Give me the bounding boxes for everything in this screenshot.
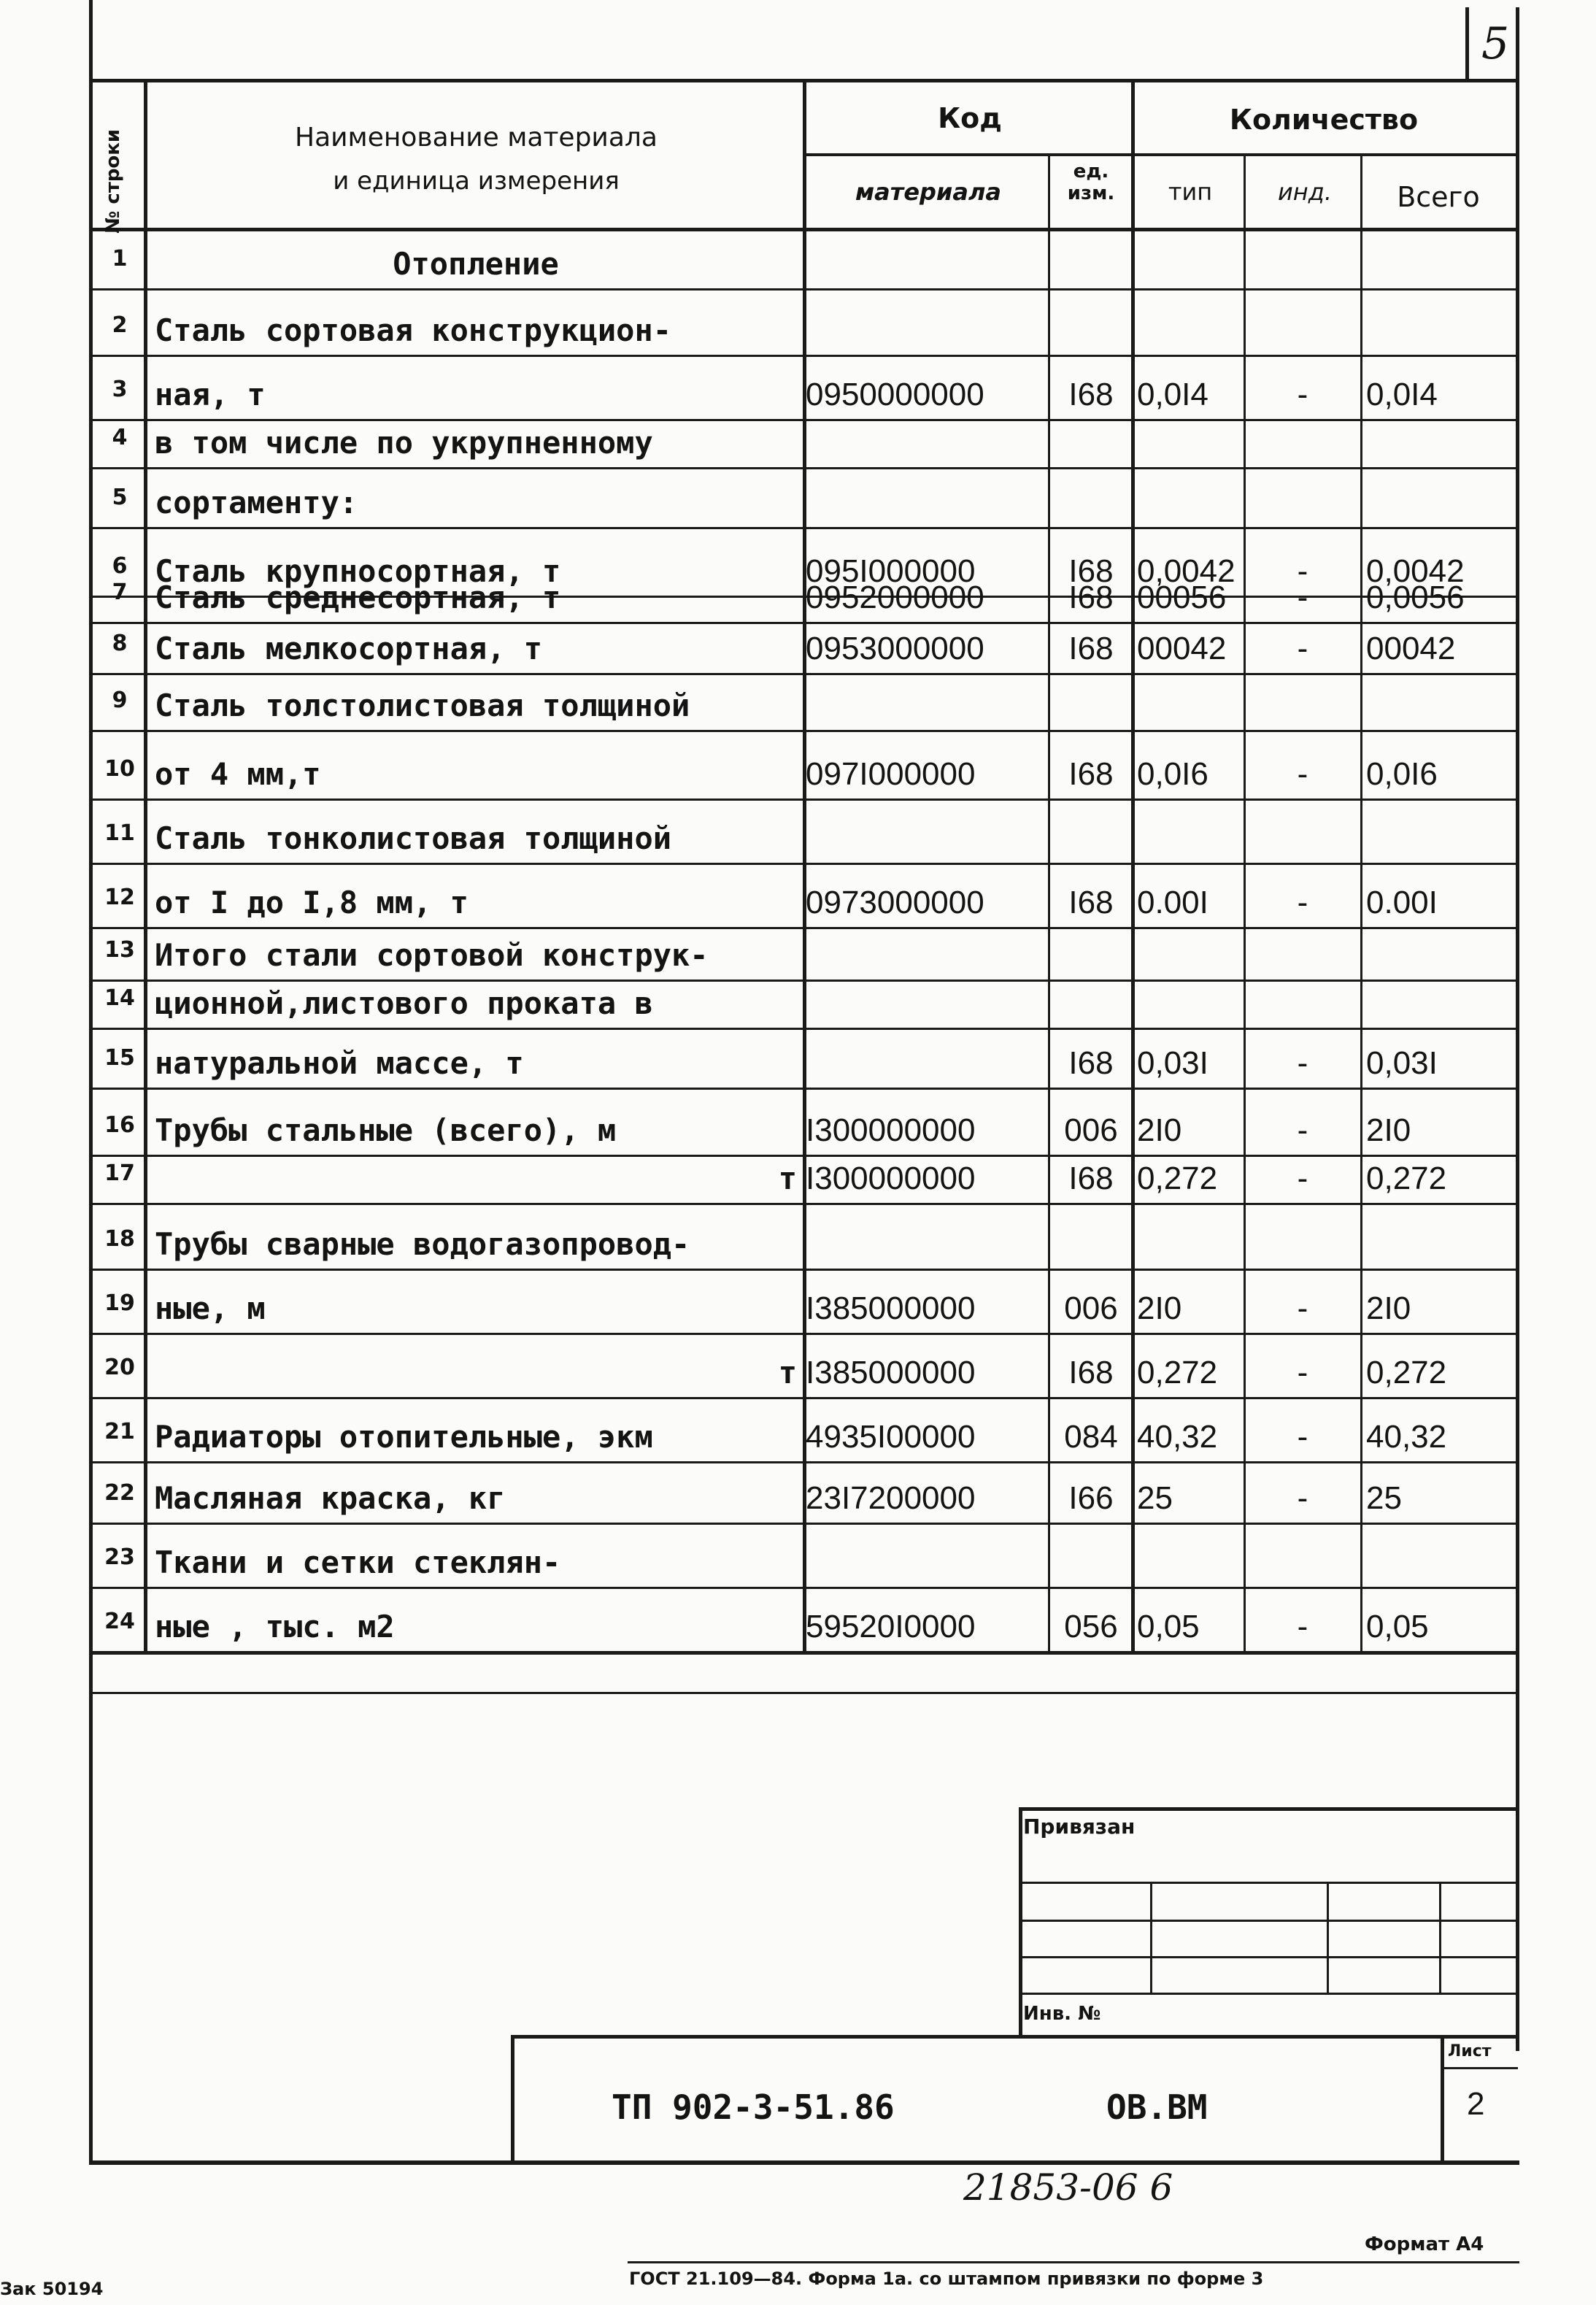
privyazan-label: Привязан xyxy=(1023,1815,1136,1839)
unit-code: I68 xyxy=(1068,580,1114,615)
header-mid-line xyxy=(803,153,1516,156)
right-frame-line xyxy=(1516,7,1519,2051)
material-name: Отопление xyxy=(393,246,559,282)
qty-total: 2I0 xyxy=(1366,1112,1411,1148)
material-name: сортаменту: xyxy=(155,485,358,520)
unit-code: I68 xyxy=(1068,885,1114,920)
format-label: Формат А4 xyxy=(1365,2233,1484,2255)
material-code: 0950000000 xyxy=(806,377,984,412)
page-number: 5 xyxy=(1481,18,1510,69)
qty-total: 0,272 xyxy=(1366,1161,1447,1196)
qty-type: 0,272 xyxy=(1137,1161,1218,1196)
qty-ind: - xyxy=(1297,756,1308,792)
qty-total: 0,0I6 xyxy=(1366,756,1438,792)
row-number: 23 xyxy=(104,1544,135,1570)
qty-total: 0,272 xyxy=(1366,1355,1447,1390)
unit-code: 056 xyxy=(1064,1609,1118,1644)
row-number: 24 xyxy=(104,1609,135,1634)
material-name: ная, т xyxy=(155,377,266,412)
unit-code: I68 xyxy=(1068,1045,1114,1081)
qty-ind: - xyxy=(1297,1161,1308,1196)
gost-footer: ГОСТ 21.109—84. Форма 1а. со штампом привязки по форме 3 xyxy=(629,2269,1264,2289)
qty-ind: - xyxy=(1297,885,1308,920)
col-divider xyxy=(1360,153,1362,1651)
qty-type: 00042 xyxy=(1137,631,1227,666)
qty-type: 0,0042 xyxy=(1137,553,1235,589)
qty-total: 0,05 xyxy=(1366,1609,1429,1644)
qty-total: 2I0 xyxy=(1366,1290,1411,1326)
material-code: I385000000 xyxy=(806,1290,976,1326)
row-number: 16 xyxy=(104,1112,135,1138)
handwritten-number: 21853-06 6 xyxy=(963,2166,1173,2209)
row-number: 4 xyxy=(112,425,128,450)
stamp-line xyxy=(1327,1882,1329,1993)
col-divider xyxy=(1048,153,1050,1651)
stamp-line xyxy=(1019,1993,1518,1995)
inv-no-label: Инв. № xyxy=(1023,2003,1101,2025)
unit-code: I68 xyxy=(1068,377,1114,412)
qty-ind: - xyxy=(1297,631,1308,666)
title-block-left-line xyxy=(511,2036,514,2162)
document-code: ТП 902-3-51.86 xyxy=(612,2087,895,2127)
left-frame-line xyxy=(89,0,93,2164)
name-header-line2: и единица измерения xyxy=(333,166,620,196)
table-end-line xyxy=(93,1692,1516,1694)
qty-type: 00056 xyxy=(1137,580,1227,615)
row-number: 9 xyxy=(112,688,128,713)
row-number: 19 xyxy=(104,1290,135,1316)
qty-total: 40,32 xyxy=(1366,1419,1447,1455)
row-number-header: № строки xyxy=(102,128,124,234)
row-number: 18 xyxy=(104,1226,135,1252)
material-name: Сталь среднесортная, т xyxy=(155,580,561,615)
unit-code: I68 xyxy=(1068,1355,1114,1390)
qty-type: 0,03I xyxy=(1137,1045,1208,1081)
sheet-box-line xyxy=(1441,2067,1518,2069)
unit-header: ед. изм. xyxy=(1067,161,1115,204)
unit-code: 006 xyxy=(1064,1112,1118,1148)
material-name: Сталь крупносортная, т xyxy=(155,553,561,589)
material-code: I300000000 xyxy=(806,1161,976,1196)
material-name: Сталь сортовая конструкцион- xyxy=(155,312,672,348)
material-code: 0953000000 xyxy=(806,631,984,666)
material-name: Трубы стальные (всего), м xyxy=(155,1112,617,1148)
material-name: Сталь толстолистовая толщиной xyxy=(155,688,690,723)
qty-type: 2I0 xyxy=(1137,1112,1182,1148)
row-number: 14 xyxy=(104,985,135,1011)
row-number: 13 xyxy=(104,937,135,963)
page-number-box-line xyxy=(1465,7,1469,80)
material-code: 4935I00000 xyxy=(806,1419,976,1455)
row-number: 1 xyxy=(112,246,128,272)
qty-type-header: тип xyxy=(1168,178,1213,206)
footer-line xyxy=(628,2261,1519,2263)
qty-total: 0,0056 xyxy=(1366,580,1465,615)
material-code: 097I000000 xyxy=(806,756,976,792)
row-number: 22 xyxy=(104,1480,135,1506)
material-name: Сталь мелкосортная, т xyxy=(155,631,543,666)
material-name: от I до I,8 мм, т xyxy=(155,885,469,920)
row-number: 8 xyxy=(112,631,128,656)
row-number: 17 xyxy=(104,1161,135,1186)
qty-ind: - xyxy=(1297,377,1308,412)
stamp-left-line xyxy=(1019,1809,1022,2035)
qty-type: 25 xyxy=(1137,1480,1173,1516)
qty-type: 0,0I6 xyxy=(1137,756,1208,792)
row-number: 20 xyxy=(104,1355,135,1380)
qty-type: 0,0I4 xyxy=(1137,377,1208,412)
qty-ind: - xyxy=(1297,1480,1308,1516)
qty-total-header: Всего xyxy=(1397,181,1480,213)
qty-ind: - xyxy=(1297,1112,1308,1148)
material-code: 0952000000 xyxy=(806,580,984,615)
qty-type: 0,05 xyxy=(1137,1609,1200,1644)
row-number: 5 xyxy=(112,485,128,510)
qty-ind-header: инд. xyxy=(1277,178,1332,206)
name-header-line1: Наименование материала xyxy=(295,123,658,153)
material-code: 095I000000 xyxy=(806,553,976,589)
material-name: ные , тыс. м2 xyxy=(155,1609,395,1644)
unit-code: 084 xyxy=(1064,1419,1118,1455)
material-code: 23I7200000 xyxy=(806,1480,976,1516)
qty-type: 0,272 xyxy=(1137,1355,1218,1390)
section-code: ОВ.ВМ xyxy=(1106,2087,1208,2127)
order-number: Зак 50194 xyxy=(0,2279,104,2299)
material-code: 59520I0000 xyxy=(806,1609,976,1644)
row-number: 2 xyxy=(112,312,128,338)
col-divider xyxy=(1244,153,1246,1651)
material-name: Трубы сварные водогазопровод- xyxy=(155,1226,690,1262)
stamp-line xyxy=(1019,1920,1518,1922)
material-code: 0973000000 xyxy=(806,885,984,920)
qty-type: 2I0 xyxy=(1137,1290,1182,1326)
row-number: 6 xyxy=(112,553,128,579)
material-name: ные, м xyxy=(155,1290,266,1326)
qty-ind: - xyxy=(1297,553,1308,589)
material-name: т xyxy=(778,1161,797,1196)
material-name: от 4 мм,т xyxy=(155,756,321,792)
material-name: в том числе по укрупненному xyxy=(155,425,653,461)
qty-ind: - xyxy=(1297,1419,1308,1455)
title-block-top-line xyxy=(511,2035,1518,2039)
qty-ind: - xyxy=(1297,1045,1308,1081)
qty-ind: - xyxy=(1297,580,1308,615)
quantity-header: Количество xyxy=(1229,104,1419,136)
unit-code: I68 xyxy=(1068,553,1114,589)
col-divider xyxy=(1131,80,1135,1651)
row-number: 3 xyxy=(112,377,128,402)
material-name: Ткани и сетки стеклян- xyxy=(155,1544,561,1580)
qty-total: 0,0I4 xyxy=(1366,377,1438,412)
row-number: 11 xyxy=(104,820,135,846)
material-name: Итого стали сортовой конструк- xyxy=(155,937,709,973)
sheet-number: 2 xyxy=(1467,2086,1485,2122)
col-divider xyxy=(144,80,147,1651)
material-code: I300000000 xyxy=(806,1112,976,1148)
material-name: Радиаторы отопительные, экм xyxy=(155,1419,653,1455)
material-name: Масляная краска, кг xyxy=(155,1480,506,1516)
stamp-line xyxy=(1439,1882,1441,1993)
stamp-line xyxy=(1019,1956,1518,1958)
code-header: Код xyxy=(938,102,1002,134)
unit-code: I68 xyxy=(1068,1161,1114,1196)
row-number: 21 xyxy=(104,1419,135,1444)
material-name: ционной,листового проката в xyxy=(155,985,653,1021)
stamp-line xyxy=(1019,1882,1518,1884)
qty-ind: - xyxy=(1297,1290,1308,1326)
qty-ind: - xyxy=(1297,1355,1308,1390)
qty-type: 40,32 xyxy=(1137,1419,1218,1455)
qty-type: 0.00I xyxy=(1137,885,1208,920)
row-number: 7 xyxy=(112,580,128,605)
row-number: 12 xyxy=(104,885,135,910)
qty-total: 0,03I xyxy=(1366,1045,1438,1081)
qty-total: 00042 xyxy=(1366,631,1456,666)
row-number: 10 xyxy=(104,756,135,782)
unit-code: I66 xyxy=(1068,1480,1114,1516)
table-bottom-line xyxy=(93,1651,1516,1655)
qty-ind: - xyxy=(1297,1609,1308,1644)
material-name: Сталь тонколистовая толщиной xyxy=(155,820,672,856)
unit-code: 006 xyxy=(1064,1290,1118,1326)
stamp-line xyxy=(1150,1882,1152,1993)
code-material-header: материала xyxy=(855,178,1001,206)
qty-total: 25 xyxy=(1366,1480,1402,1516)
material-name: т xyxy=(778,1355,797,1390)
col-divider xyxy=(803,80,806,1651)
qty-total: 0,0042 xyxy=(1366,553,1465,589)
sheet-label: Лист xyxy=(1448,2042,1492,2060)
unit-code: I68 xyxy=(1068,756,1114,792)
row-number: 15 xyxy=(104,1045,135,1071)
unit-code: I68 xyxy=(1068,631,1114,666)
sheet-box-left-line xyxy=(1441,2036,1444,2162)
material-name: натуральной массе, т xyxy=(155,1045,524,1081)
stamp-top-line xyxy=(1019,1807,1518,1811)
qty-total: 0.00I xyxy=(1366,885,1438,920)
bottom-frame-line xyxy=(89,2160,1519,2165)
material-code: I385000000 xyxy=(806,1355,976,1390)
